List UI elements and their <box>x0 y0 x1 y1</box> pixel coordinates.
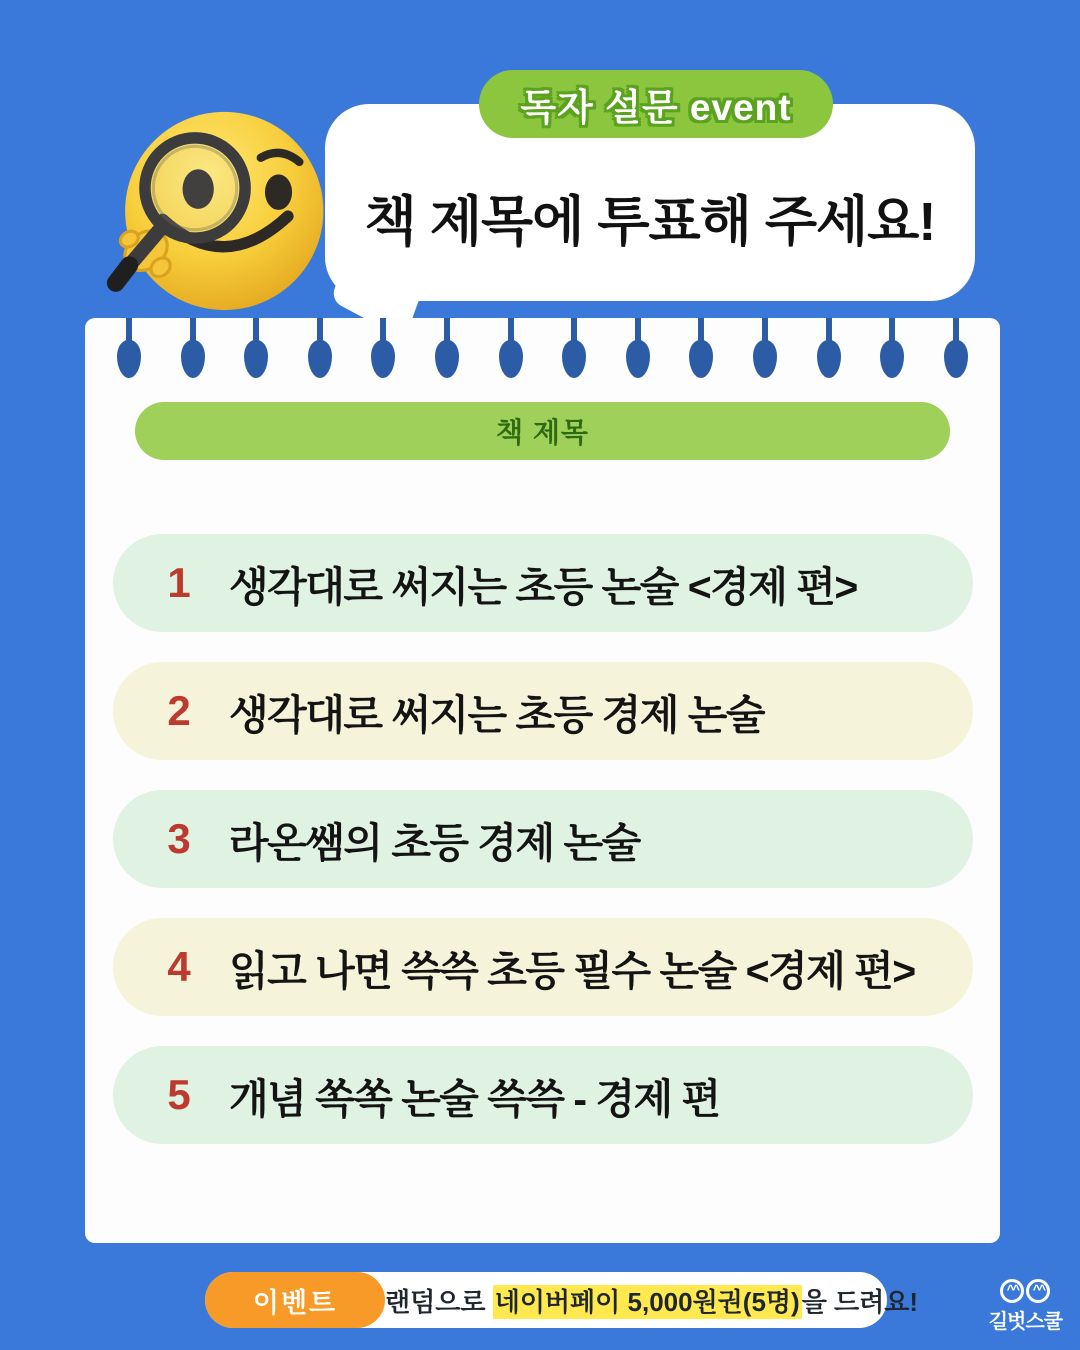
logo-glasses-icon <box>1000 1279 1050 1303</box>
event-text-suffix: 을 드려요! <box>801 1286 919 1317</box>
logo-eye-right: ^^ <box>1026 1279 1050 1303</box>
binder-pin <box>562 318 586 380</box>
option-title: 생각대로 써지는 초등 경제 논술 <box>229 691 764 738</box>
option-row-3 <box>113 790 973 888</box>
binder-pin <box>499 318 523 380</box>
option-title: 개념 쏙쏙 논술 쓱쓱 - 경제 편 <box>229 1075 720 1122</box>
option-number: 2 <box>167 687 191 734</box>
option-list <box>113 534 973 1174</box>
publisher-logo <box>989 1279 1062 1334</box>
binder-pin <box>753 318 777 380</box>
option-number: 4 <box>167 943 191 990</box>
binder-pin <box>371 318 395 380</box>
option-title: 라온쌤의 초등 경제 논술 <box>229 819 640 866</box>
survey-event-badge-label: 독자 설문 event <box>520 87 792 128</box>
option-row-2 <box>113 662 973 760</box>
binder-pin <box>817 318 841 380</box>
event-info-bar <box>205 1272 919 1328</box>
option-row-4 <box>113 918 973 1016</box>
binder-pin <box>944 318 968 380</box>
event-description <box>385 1282 932 1319</box>
option-row-1 <box>113 534 973 632</box>
option-number: 5 <box>167 1071 191 1118</box>
notebook-paper-panel <box>85 318 1000 1243</box>
board-title-label: 책 제목 <box>496 417 589 448</box>
publisher-logo-text: 길벗스쿨 <box>988 1311 1062 1333</box>
binder-pin <box>435 318 459 380</box>
option-title: 읽고 나면 쓱쓱 초등 필수 논술 <경제 편> <box>229 947 915 994</box>
survey-event-badge <box>479 70 833 138</box>
event-badge-label: 이벤트 <box>252 1287 338 1318</box>
magnifier-smiley-emoji <box>98 92 338 332</box>
event-badge <box>205 1272 385 1328</box>
option-number: 1 <box>167 559 191 606</box>
binder-pin <box>626 318 650 380</box>
binder-pin <box>689 318 713 380</box>
option-number: 3 <box>167 815 191 862</box>
binder-pin <box>880 318 904 380</box>
option-title: 생각대로 써지는 초등 논술 <경제 편> <box>229 563 857 610</box>
event-text-highlight: 네이버페이 5,000원권(5명) <box>494 1286 800 1317</box>
event-text-prefix: 랜덤으로 <box>385 1286 493 1317</box>
magnifier-smiley-icon <box>98 92 338 332</box>
board-title-pill <box>135 402 950 460</box>
logo-eye-left: ^^ <box>1000 1279 1024 1303</box>
option-row-5 <box>113 1046 973 1144</box>
page-title: 책 제목에 투표해 주세요! <box>364 192 936 252</box>
